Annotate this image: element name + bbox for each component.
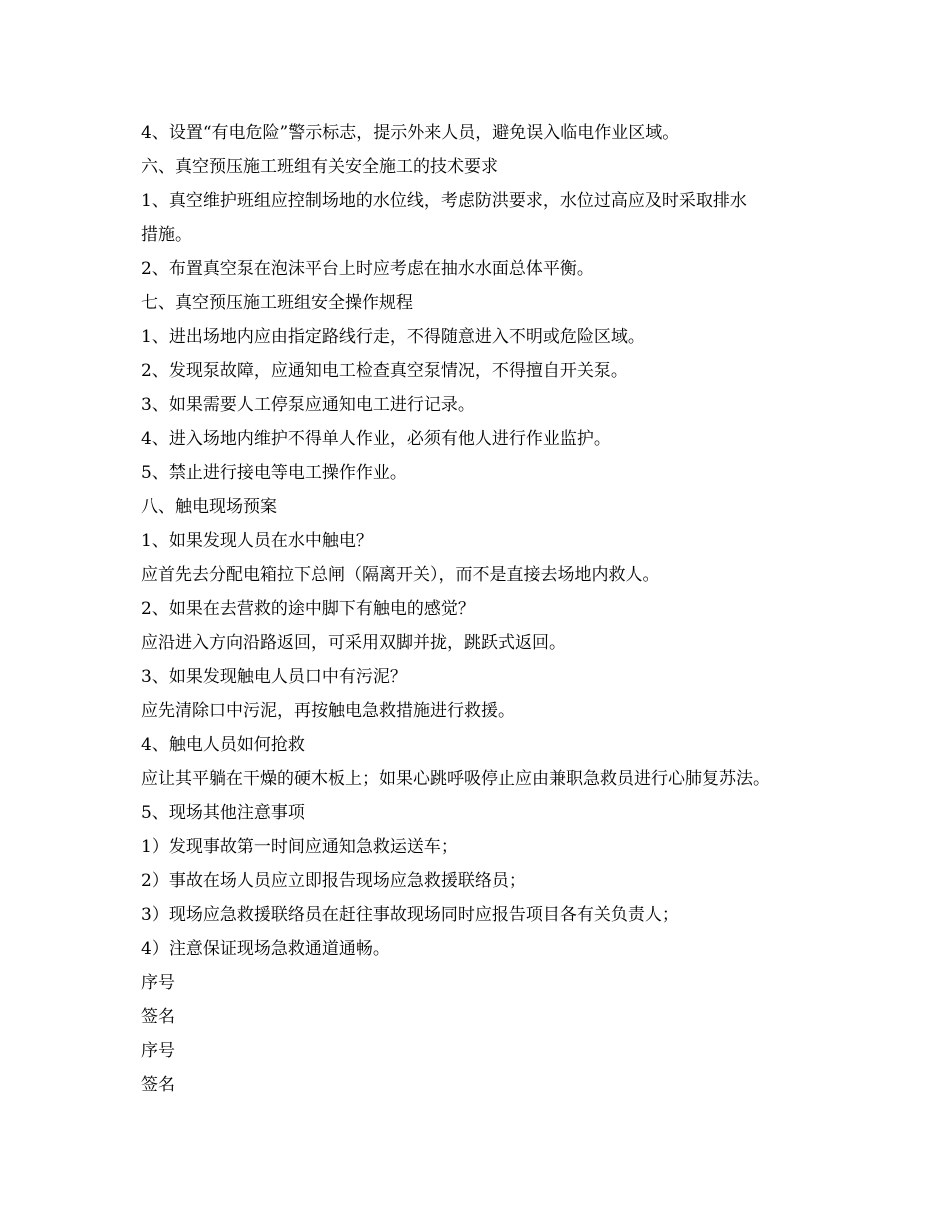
section-heading-6: 六、真空预压施工班组有关安全施工的技术要求	[141, 157, 498, 177]
table-label-serial: 序号	[141, 973, 175, 993]
document-body	[141, 116, 841, 1102]
item-warning-sign: 4、设置“有电危险”警示标志，提示外来人员，避免误入临电作业区域。	[141, 123, 680, 143]
question-rescue: 4、触电人员如何抢救	[141, 735, 305, 755]
section-heading-7: 七、真空预压施工班组安全操作规程	[141, 293, 413, 313]
item-pump-placement: 2、布置真空泵在泡沫平台上时应考虑在抽水水面总体平衡。	[141, 259, 594, 279]
note-clear-passage: 4）注意保证现场急救通道通畅。	[141, 939, 390, 959]
question-mud-in-mouth: 3、如果发现触电人员口中有污泥？	[141, 667, 407, 687]
question-step-voltage: 2、如果在去营救的途中脚下有触电的感觉？	[141, 599, 475, 619]
answer-rescue: 应让其平躺在干燥的硬木板上；如果心跳呼吸停止应由兼职急救员进行心肺复苏法。	[141, 769, 770, 789]
answer-mud-in-mouth: 应先清除口中污泥，再按触电急救措施进行救援。	[141, 701, 515, 721]
answer-water-shock: 应首先去分配电箱拉下总闸（隔离开关），而不是直接去场地内救人。	[141, 565, 660, 585]
rule-pump-fault: 2、发现泵故障，应通知电工检查真空泵情况，不得擅自开关泵。	[141, 361, 628, 381]
subheading-other-notes: 5、现场其他注意事项	[141, 803, 305, 823]
rule-no-electrical-work: 5、禁止进行接电等电工操作作业。	[141, 463, 407, 483]
note-report-liaison: 2）事故在场人员应立即报告现场应急救援联络员；	[141, 871, 526, 891]
table-label-signature: 签名	[141, 1007, 175, 1027]
note-ambulance: 1）发现事故第一时间应通知急救运送车；	[141, 837, 458, 857]
item-water-level: 1、真空维护班组应控制场地的水位线，考虑防洪要求，水位过高应及时采取排水	[141, 191, 747, 211]
table-label-serial: 序号	[141, 1041, 175, 1061]
rule-manual-stop: 3、如果需要人工停泵应通知电工进行记录。	[141, 395, 475, 415]
rule-no-solo-work: 4、进入场地内维护不得单人作业，必须有他人进行作业监护。	[141, 429, 611, 449]
question-water-shock: 1、如果发现人员在水中触电？	[141, 531, 373, 551]
item-water-level-continued: 措施。	[141, 225, 192, 245]
section-heading-8: 八、触电现场预案	[141, 497, 277, 517]
note-report-leaders: 3）现场应急救援联络员在赶往事故现场同时应报告项目各有关负责人；	[141, 905, 679, 925]
table-label-signature: 签名	[141, 1075, 175, 1095]
answer-step-voltage: 应沿进入方向沿路返回，可采用双脚并拢，跳跃式返回。	[141, 633, 566, 653]
rule-designated-route: 1、进出场地内应由指定路线行走，不得随意进入不明或危险区域。	[141, 327, 645, 347]
